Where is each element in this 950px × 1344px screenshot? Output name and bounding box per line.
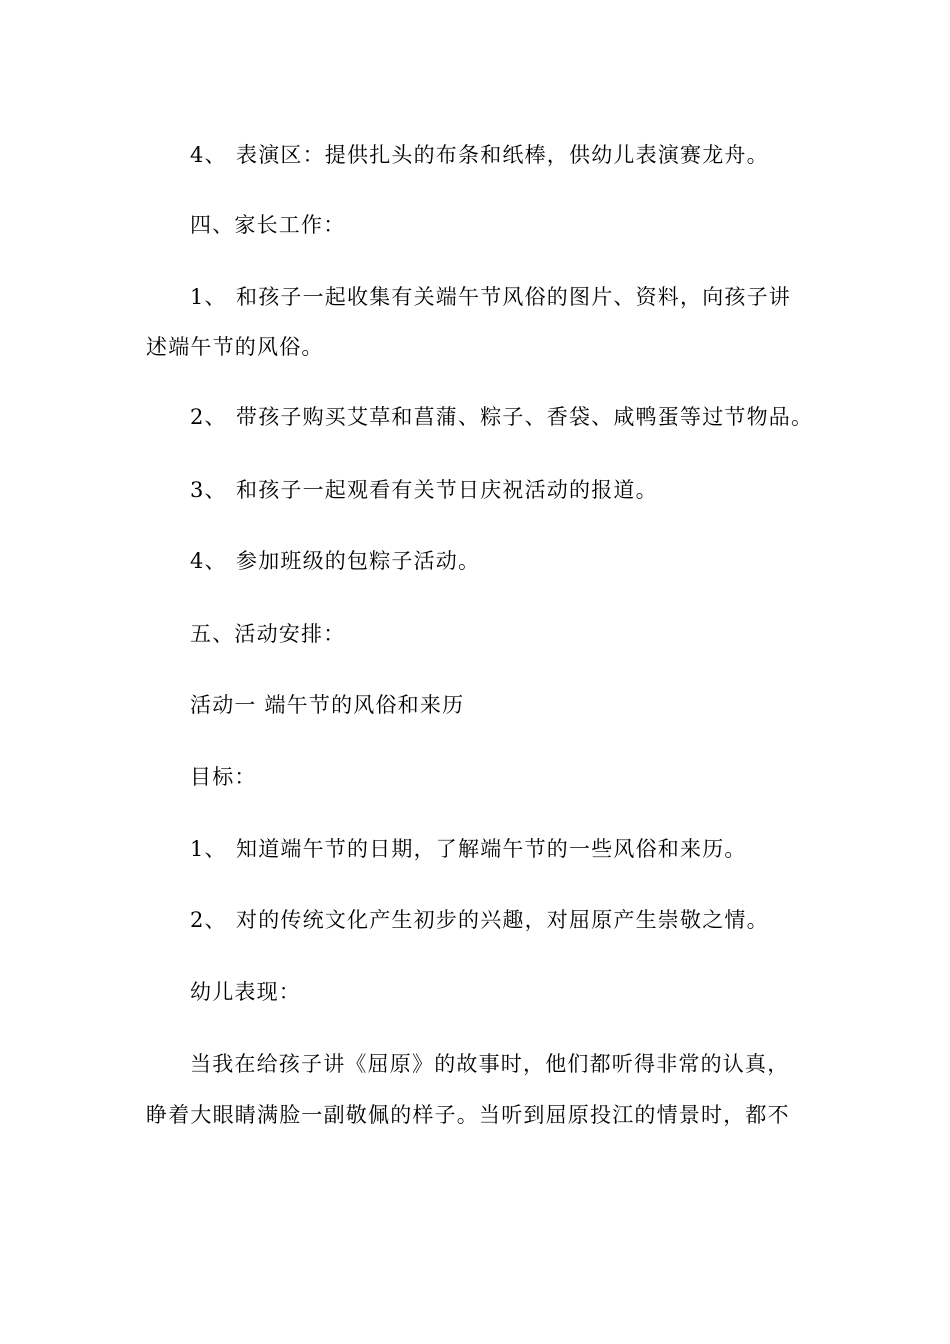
list-number: 4、 (190, 549, 227, 573)
list-number: 2、 (190, 405, 227, 429)
list-number: 3、 (190, 478, 227, 502)
list-text: 带孩子购买艾草和菖蒲、粽子、香袋、咸鸭蛋等过节物品。 (236, 405, 814, 429)
section-heading (190, 212, 345, 238)
heading-text: 四、家长工作： (190, 213, 346, 237)
activity-text: 活动一 端午节的风俗和来历 (190, 693, 465, 717)
list-text: 表演区：提供扎头的布条和纸棒，供幼儿表演赛龙舟。 (236, 143, 769, 167)
list-item (190, 404, 813, 430)
paragraph-text: 当我在给孩子讲《屈原》的故事时，他们都听得非常的认真， (190, 1052, 790, 1076)
list-item (190, 477, 658, 503)
activity-title (190, 692, 464, 718)
list-number: 1、 (190, 285, 227, 309)
list-text: 对的传统文化产生初步的兴趣，对屈原产生崇敬之情。 (236, 908, 769, 932)
list-item (190, 548, 480, 574)
list-text: 参加班级的包粽子活动。 (236, 549, 481, 573)
heading-text: 五、活动安排： (190, 622, 346, 646)
paragraph-line (146, 1102, 790, 1128)
subheading-text: 幼儿表现： (190, 980, 301, 1004)
paragraph-text: 睁着大眼睛满脸一副敬佩的样子。当听到屈原投江的情景时，都不 (146, 1103, 790, 1127)
list-item (190, 142, 769, 168)
subheading (190, 979, 301, 1005)
subheading-text: 目标： (190, 765, 257, 789)
list-item (190, 284, 791, 310)
section-heading (190, 621, 345, 647)
list-number: 2、 (190, 908, 227, 932)
list-item (190, 836, 747, 862)
list-text: 和孩子一起收集有关端午节风俗的图片、资料，向孩子讲 (236, 285, 791, 309)
list-number: 1、 (190, 837, 227, 861)
subheading (190, 764, 257, 790)
list-text: 知道端午节的日期，了解端午节的一些风俗和来历。 (236, 837, 747, 861)
list-number: 4、 (190, 143, 227, 167)
list-text: 和孩子一起观看有关节日庆祝活动的报道。 (236, 478, 658, 502)
list-item (190, 907, 769, 933)
paragraph-line (190, 1051, 789, 1077)
paragraph-text: 述端午节的风俗。 (146, 335, 324, 359)
paragraph-continuation (146, 334, 324, 360)
